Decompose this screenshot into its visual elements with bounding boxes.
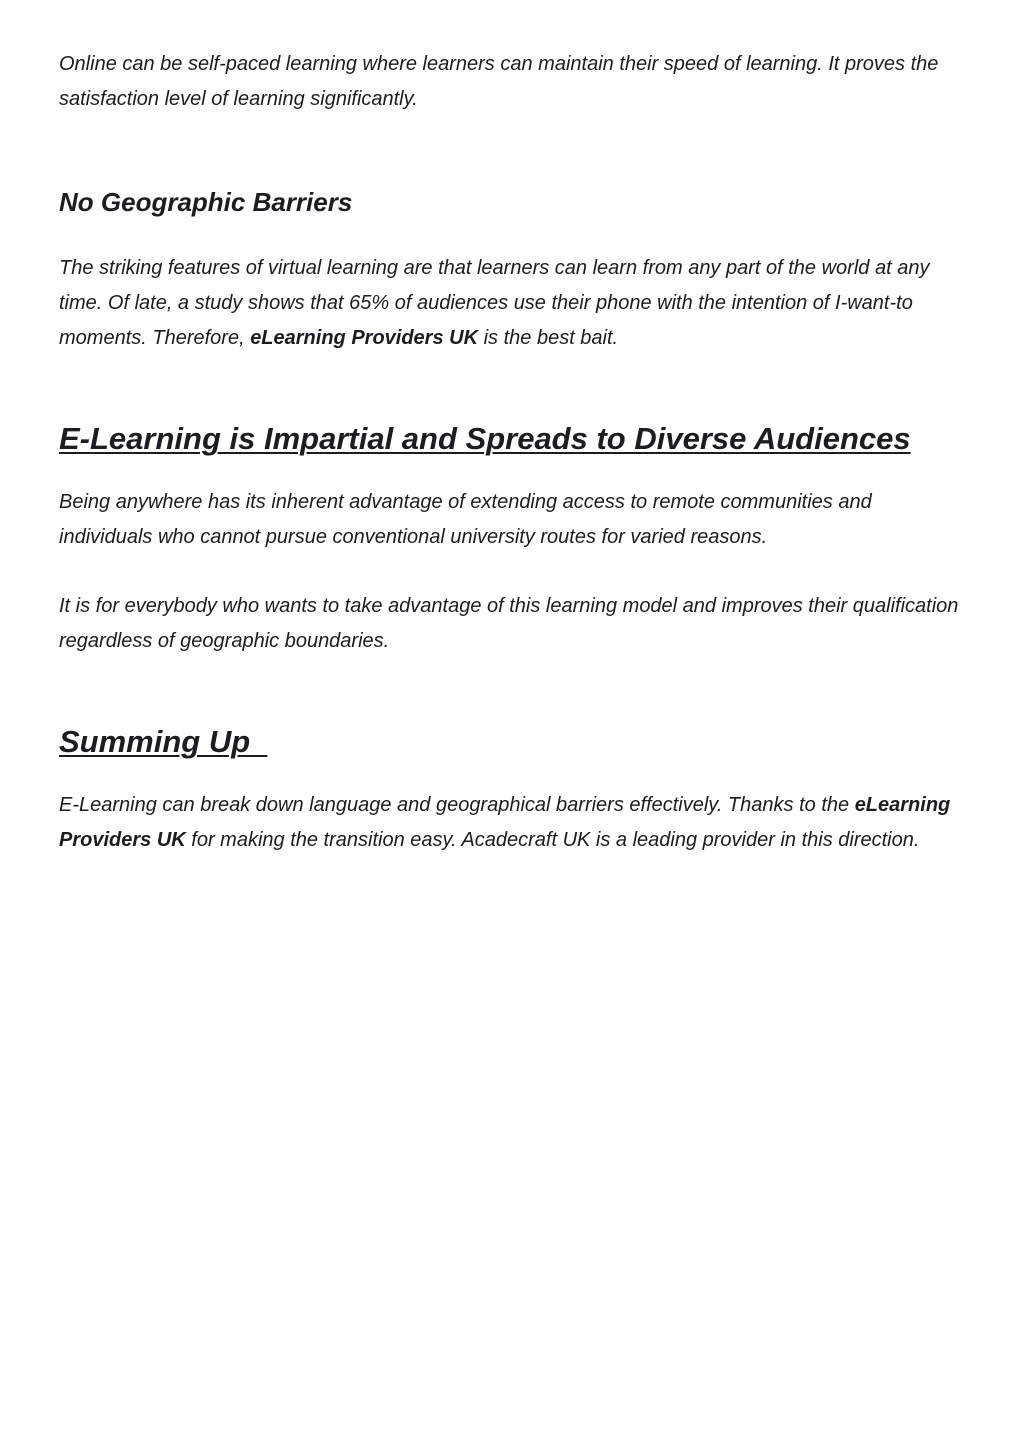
summary-text-before: E-Learning can break down language and geographical barriers effectively. Thanks to the (59, 794, 855, 816)
intro-text: Online can be self-paced learning where learners can maintain their speed of learning. It proves the satisfaction level of learning significantly. (59, 53, 939, 110)
document-page (59, 47, 969, 858)
impartial-paragraph-1: Being anywhere has its inherent advantage of extending access to remote communities and individuals who cannot pursue conventional university routes for varied reasons. (59, 491, 872, 548)
section-heading-impartial: E-Learning is Impartial and Spreads to Diverse Audiences (59, 421, 911, 456)
geographic-bold-text: eLearning Providers UK (250, 327, 479, 349)
geographic-text-after: is the best bait. (478, 327, 619, 349)
section-heading-geographic: No Geographic Barriers (59, 187, 353, 217)
geographic-paragraph (59, 251, 969, 356)
intro-paragraph (59, 47, 969, 117)
summary-text-after: for making the transition easy. Acadecraft UK is a leading provider in this direction. (185, 829, 920, 851)
geographic-text-before: The striking features of virtual learning are that learners can learn from any part of the world at any time. Of late, a study shows that 65% of audiences use their phone with the intention of I-want-to moments. Therefore, (59, 257, 930, 349)
section-heading-summary: Summing Up (59, 724, 268, 759)
summary-bold-text: eLearning Providers UK (59, 794, 951, 851)
summary-paragraph (59, 788, 969, 858)
impartial-paragraph-2: It is for everybody who wants to take advantage of this learning model and improves their qualification regardless of geographic boundaries. (59, 595, 959, 652)
